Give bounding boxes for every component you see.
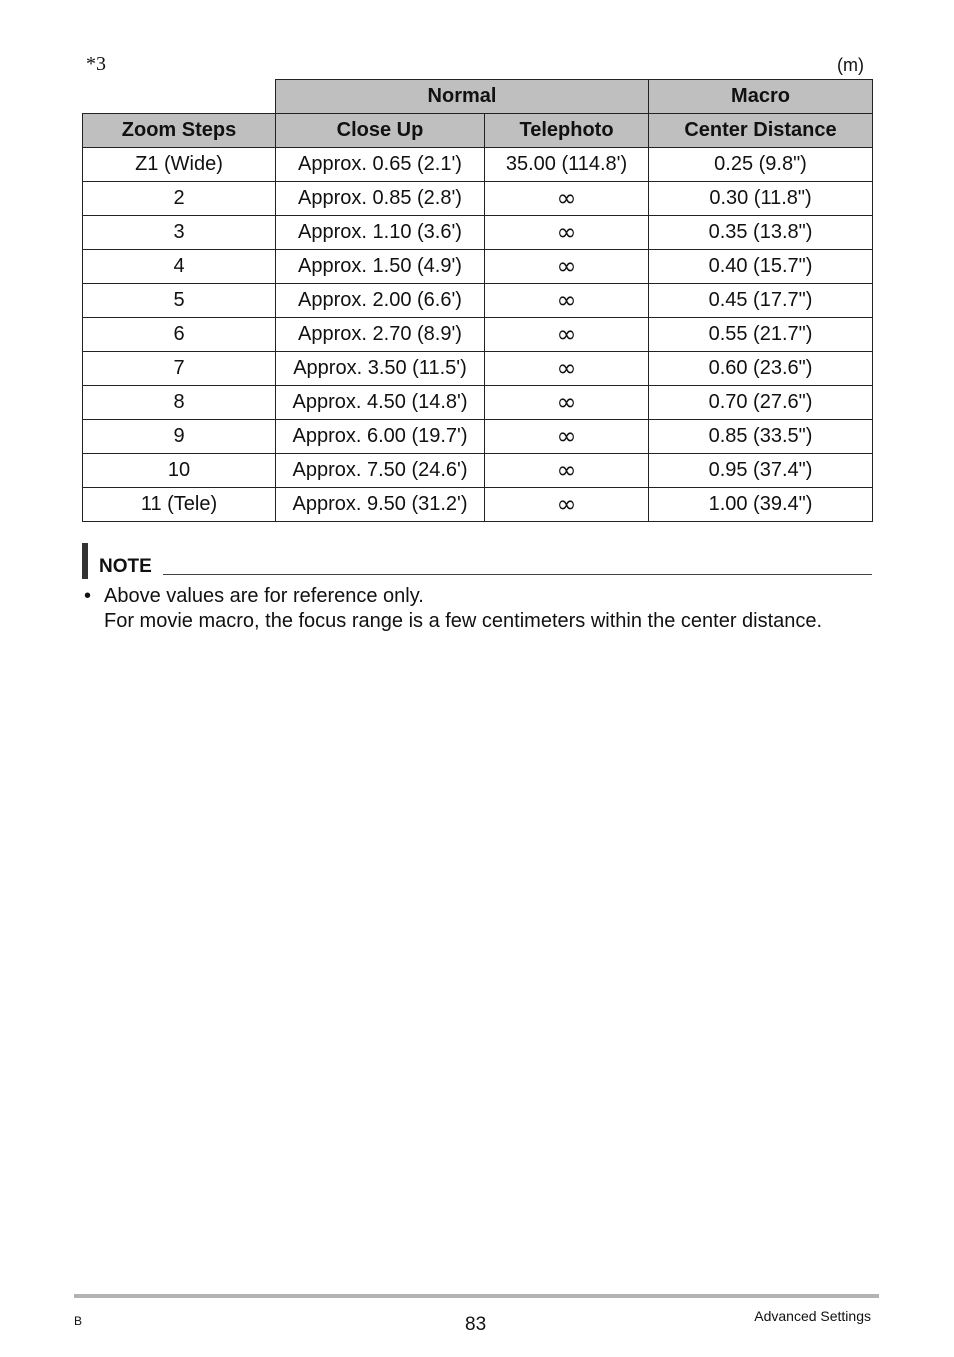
cell-center-distance: 0.70 (27.6") xyxy=(649,386,873,420)
cell-close-up: Approx. 7.50 (24.6') xyxy=(276,454,485,488)
cell-close-up: Approx. 0.85 (2.8') xyxy=(276,182,485,216)
cell-zoom-step: 11 (Tele) xyxy=(83,488,276,522)
table-row xyxy=(83,250,873,284)
cell-close-up: Approx. 6.00 (19.7') xyxy=(276,420,485,454)
footer-left-code: B xyxy=(74,1314,83,1328)
table-row xyxy=(83,284,873,318)
cell-telephoto: ∞ xyxy=(485,284,649,318)
cell-telephoto: ∞ xyxy=(485,352,649,386)
note-bullet: • xyxy=(84,585,92,607)
cell-telephoto: ∞ xyxy=(485,216,649,250)
col-header-zoom-steps: Zoom Steps xyxy=(83,114,276,148)
cell-zoom-step: 5 xyxy=(83,284,276,318)
cell-close-up: Approx. 9.50 (31.2') xyxy=(276,488,485,522)
cell-center-distance: 0.30 (11.8") xyxy=(649,182,873,216)
cell-telephoto: ∞ xyxy=(485,386,649,420)
cell-zoom-step: 10 xyxy=(83,454,276,488)
col-header-center-distance: Center Distance xyxy=(649,114,873,148)
col-header-close-up: Close Up xyxy=(276,114,485,148)
column-header-row xyxy=(83,114,873,148)
table-body xyxy=(83,148,873,522)
note-title: NOTE xyxy=(99,556,152,577)
note-divider xyxy=(163,574,872,575)
cell-center-distance: 0.45 (17.7") xyxy=(649,284,873,318)
table-row xyxy=(83,352,873,386)
cell-close-up: Approx. 4.50 (14.8') xyxy=(276,386,485,420)
note-line-1: Above values are for reference only. xyxy=(104,585,424,607)
cell-center-distance: 1.00 (39.4") xyxy=(649,488,873,522)
table-row xyxy=(83,488,873,522)
cell-close-up: Approx. 0.65 (2.1') xyxy=(276,148,485,182)
cell-zoom-step: 2 xyxy=(83,182,276,216)
table-row xyxy=(83,386,873,420)
table-row xyxy=(83,182,873,216)
unit-label: (m) xyxy=(837,55,864,75)
col-header-telephoto: Telephoto xyxy=(485,114,649,148)
cell-close-up: Approx. 1.50 (4.9') xyxy=(276,250,485,284)
note-line-2: For movie macro, the focus range is a few centimeters within the center distance. xyxy=(104,610,823,632)
footer-section-title: Advanced Settings xyxy=(754,1308,871,1324)
note-marker-bar xyxy=(82,543,88,579)
cell-zoom-step: 6 xyxy=(83,318,276,352)
table-row xyxy=(83,454,873,488)
cell-center-distance: 0.85 (33.5") xyxy=(649,420,873,454)
cell-telephoto: ∞ xyxy=(485,318,649,352)
cell-zoom-step: Z1 (Wide) xyxy=(83,148,276,182)
footnote-mark: *3 xyxy=(86,53,106,75)
blank-header-cell xyxy=(83,80,276,114)
cell-close-up: Approx. 2.70 (8.9') xyxy=(276,318,485,352)
cell-close-up: Approx. 2.00 (6.6') xyxy=(276,284,485,318)
footer-rule xyxy=(74,1294,879,1298)
group-header-row xyxy=(83,80,873,114)
cell-center-distance: 0.60 (23.6") xyxy=(649,352,873,386)
cell-zoom-step: 4 xyxy=(83,250,276,284)
cell-center-distance: 0.55 (21.7") xyxy=(649,318,873,352)
cell-telephoto: 35.00 (114.8') xyxy=(485,148,649,182)
table-row xyxy=(83,318,873,352)
group-header-macro: Macro xyxy=(649,80,873,114)
cell-center-distance: 0.40 (15.7") xyxy=(649,250,873,284)
cell-telephoto: ∞ xyxy=(485,250,649,284)
focus-range-table xyxy=(82,79,873,522)
group-header-normal: Normal xyxy=(276,80,649,114)
cell-telephoto: ∞ xyxy=(485,182,649,216)
table-row xyxy=(83,148,873,182)
cell-zoom-step: 8 xyxy=(83,386,276,420)
page-number: 83 xyxy=(465,1314,487,1335)
table-row xyxy=(83,216,873,250)
table-row xyxy=(83,420,873,454)
cell-telephoto: ∞ xyxy=(485,488,649,522)
cell-center-distance: 0.25 (9.8") xyxy=(649,148,873,182)
cell-telephoto: ∞ xyxy=(485,420,649,454)
cell-zoom-step: 9 xyxy=(83,420,276,454)
cell-close-up: Approx. 3.50 (11.5') xyxy=(276,352,485,386)
cell-center-distance: 0.95 (37.4") xyxy=(649,454,873,488)
cell-center-distance: 0.35 (13.8") xyxy=(649,216,873,250)
cell-zoom-step: 3 xyxy=(83,216,276,250)
cell-telephoto: ∞ xyxy=(485,454,649,488)
cell-zoom-step: 7 xyxy=(83,352,276,386)
cell-close-up: Approx. 1.10 (3.6') xyxy=(276,216,485,250)
